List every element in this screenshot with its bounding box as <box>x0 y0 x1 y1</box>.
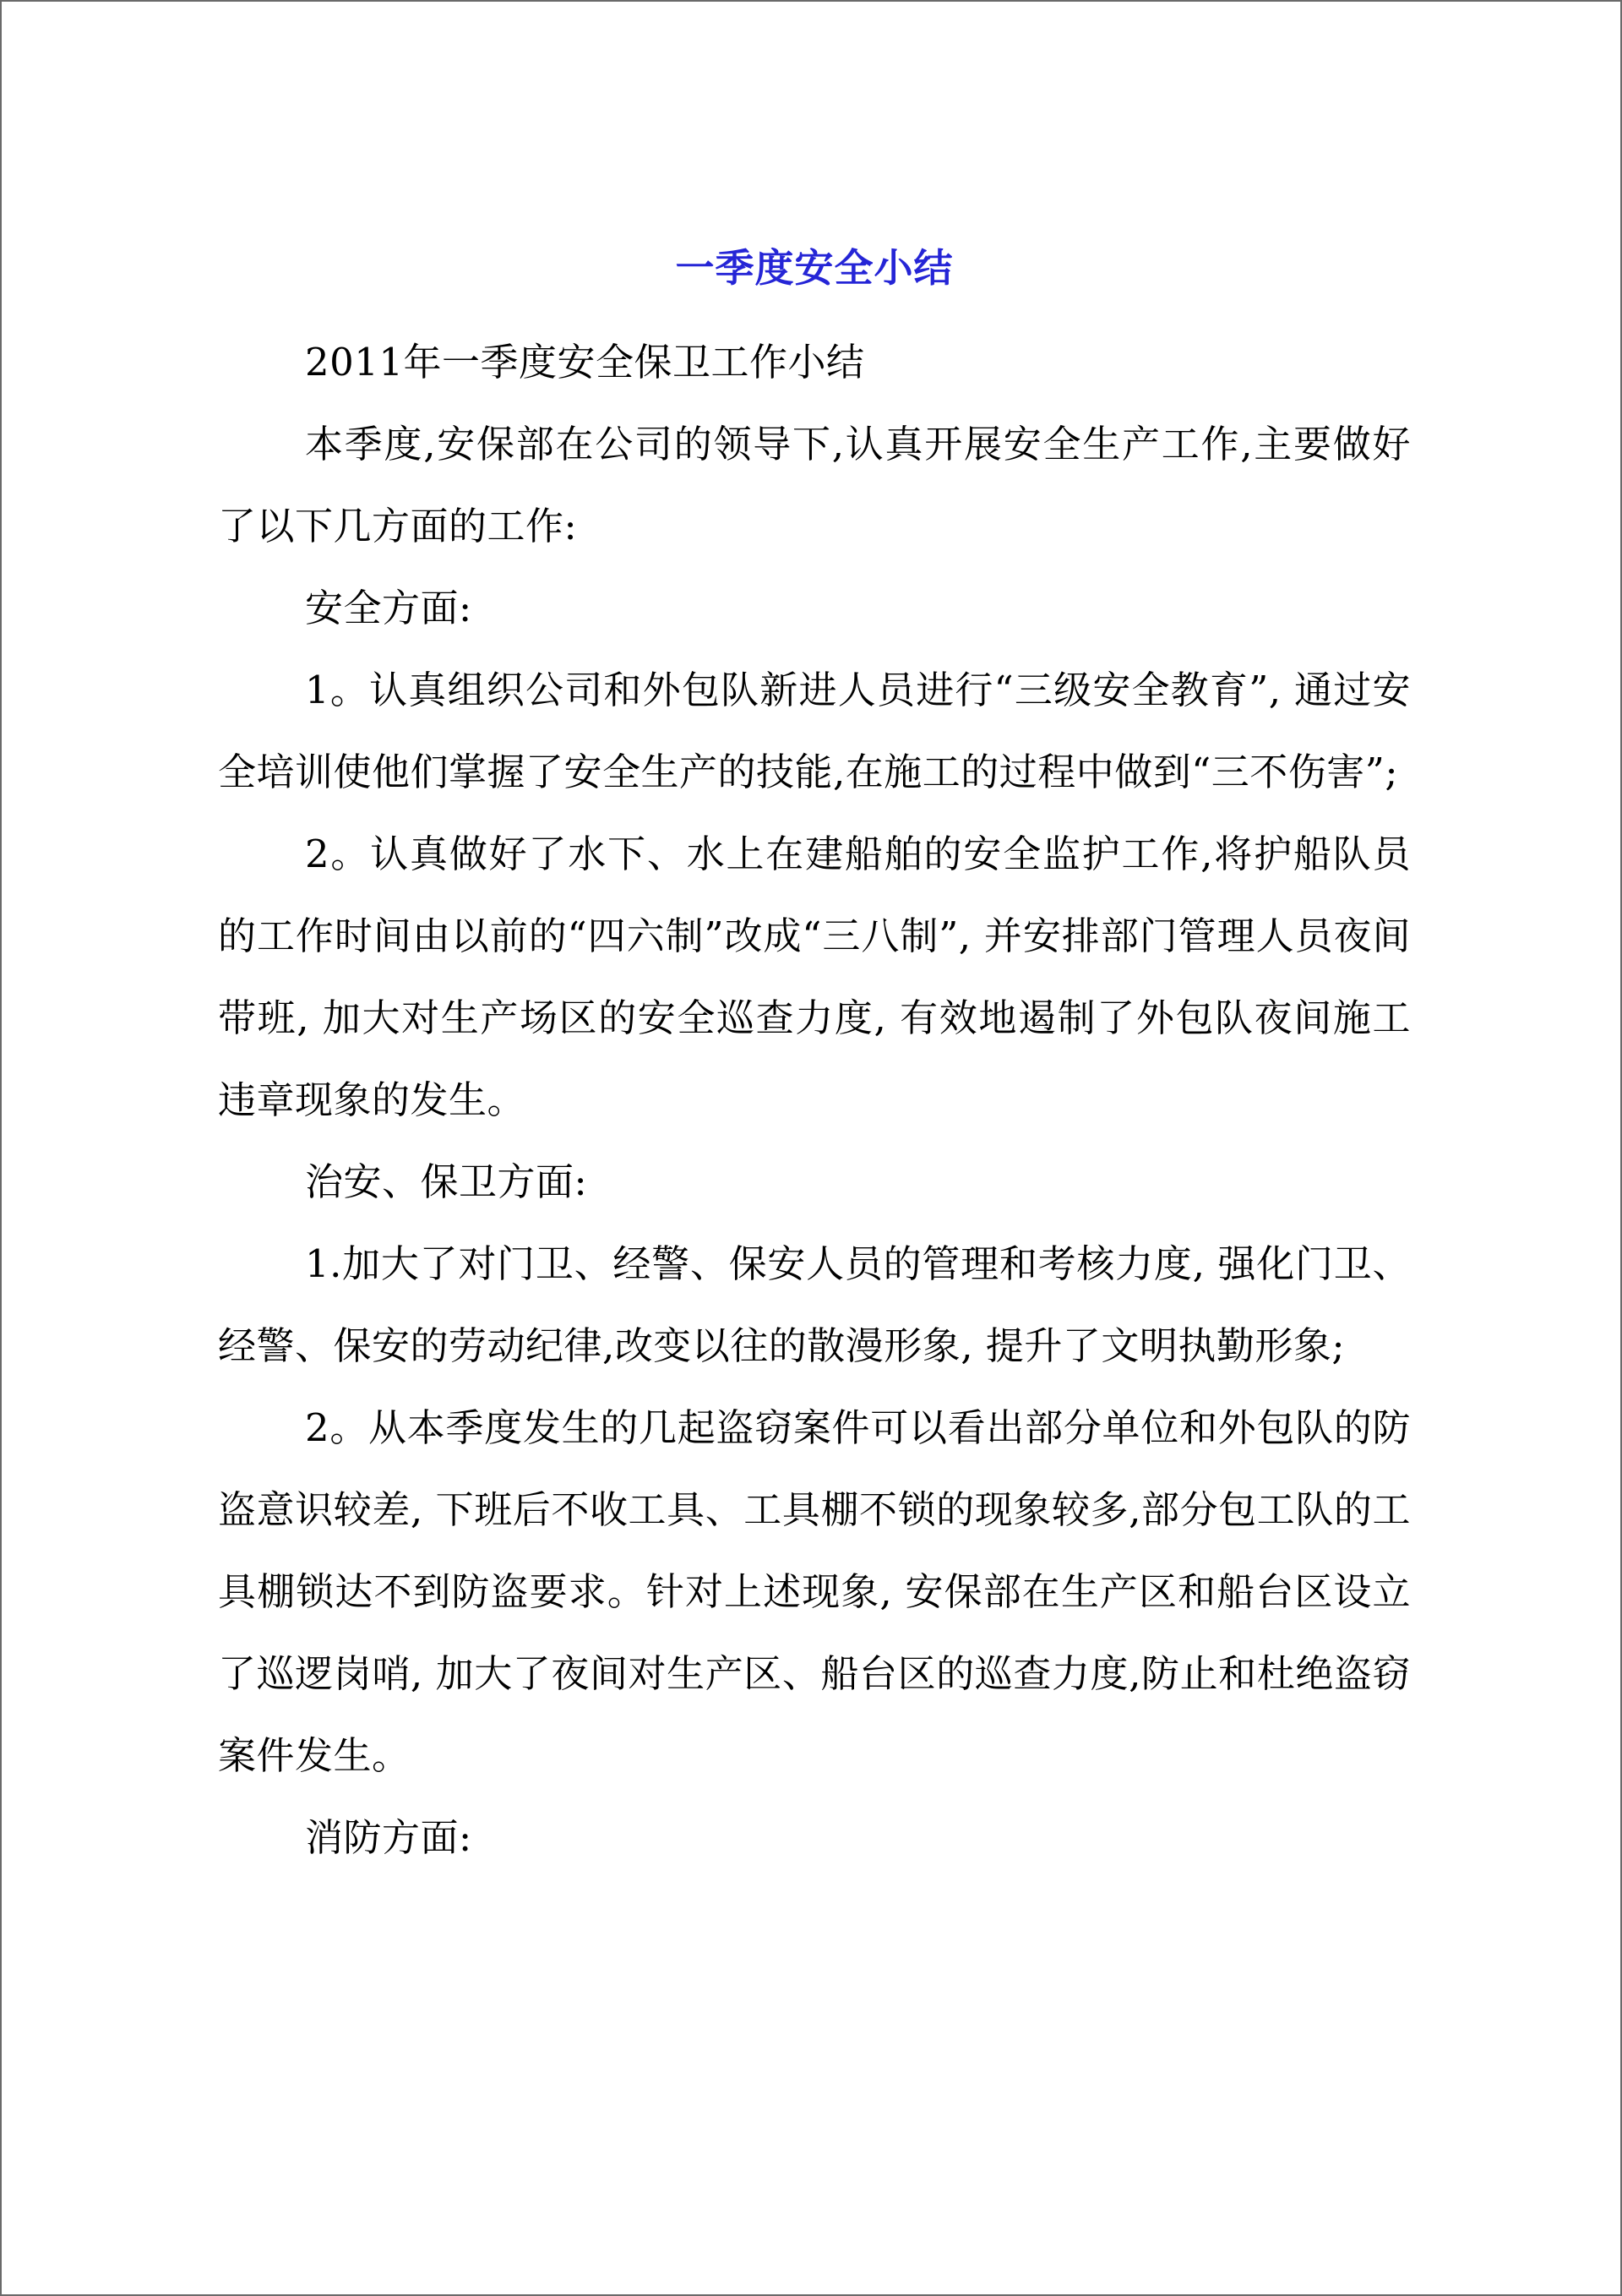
document-title: 一季度安全小结 <box>675 245 954 291</box>
paragraph: 2。从本季度发生的几起盗窃案件可以看出部分单位和外包队的防盗意识较差, 下班后不收工具、工具棚不锁的现象较多,部分包工队的工具棚锁达不到防盗要求。针对上述现象, 安保部在生产区和船台区设立了巡逻岗哨, 加大了夜间对生产区、船台区的巡查力度,防止和杜绝盗窃案件发生。 <box>218 1405 1411 1778</box>
paragraph: 1。认真组织公司和外包队新进人员进行“三级安全教育”, 通过安全培训使他们掌握了安全生产的技能,在施工的过程中做到“三不伤害”; <box>218 668 1411 794</box>
paragraph: 2。认真做好了水下、水上在建船舶的安全监护工作,将护船队员的工作时间由以前的“四六制”改成“三八制”, 并安排部门管理人员夜间带班, 加大对生产场区的安全巡查力度, 有效地遏制了外包队夜间施工违章现象的发生。 <box>218 832 1411 1122</box>
paragraph: 安全方面: <box>305 586 472 630</box>
paragraph: 本季度,安保部在公司的领导下,认真开展安全生产工作,主要做好了以下几方面的工作: <box>218 422 1411 548</box>
paragraph: 消防方面: <box>305 1815 472 1860</box>
paragraph-list <box>218 321 1411 1879</box>
paragraph: 1.加大了对门卫、经警、保安人员的管理和考核力度, 强化门卫、经警、保安的劳动纪律,改变以往的散漫形象, 提升了文明执勤形象; <box>218 1241 1411 1368</box>
document-body <box>218 240 1411 1879</box>
paragraph: 2011年一季度安全保卫工作小结 <box>305 340 865 384</box>
paragraph: 治安、保卫方面: <box>305 1159 588 1204</box>
